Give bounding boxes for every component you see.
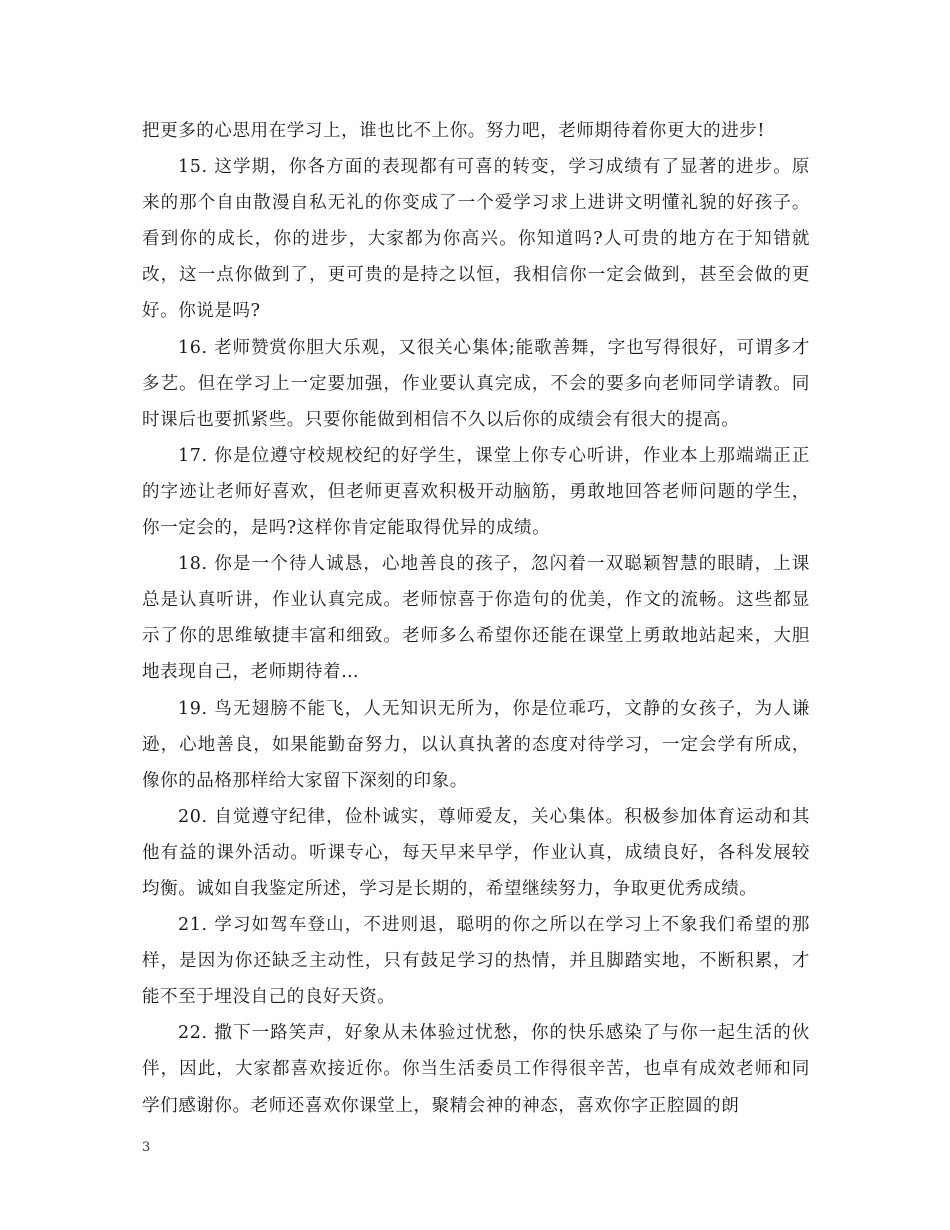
paragraph-16: 16. 老师赞赏你胆大乐观，又很关心集体;能歌善舞，字也写得很好，可谓多才多艺。但在学习上一定要加强，作业要认真完成，不会的要多向老师同学请教。同时课后也要抓紧些。只要你能做到相信不久以后你的成绩会有很大的提高。 bbox=[142, 337, 810, 430]
paragraph-17: 17. 你是位遵守校规校纪的好学生，课堂上你专心听讲，作业本上那端端正正的字迹让老师好喜欢，但老师更喜欢积极开动脑筋，勇敢地回答老师问题的学生，你一定会的，是吗?这样你肯定能取得优异的成绩。 bbox=[142, 445, 810, 539]
paragraph-21: 21. 学习如驾车登山，不进则退，聪明的你之所以在学习上不象我们希望的那样，是因为你还缺乏主动性，只有鼓足学习的热情，并且脚踏实地，不断积累，才能不至于埋没自己的良好天资。 bbox=[142, 915, 810, 1008]
paragraph-19: 19. 鸟无翅膀不能飞，人无知识无所为，你是位乖巧，文静的女孩子，为人谦逊，心地善良，如果能勤奋努力，以认真执著的态度对待学习，一定会学有所成，像你的品格那样给大家留下深刻的印象。 bbox=[142, 698, 810, 791]
paragraph-18: 18. 你是一个待人诚恳，心地善良的孩子，忽闪着一双聪颖智慧的眼睛，上课总是认真听讲，作业认真完成。老师惊喜于你造句的优美，作文的流畅。这些都显示了你的思维敏捷丰富和细致。老师多么希望你还能在课堂上勇敢地站起来，大胆地表现自己，老师期待着… bbox=[142, 554, 810, 683]
body-text bbox=[142, 113, 810, 1124]
paragraph-15: 15. 这学期，你各方面的表现都有可喜的转变，学习成绩有了显著的进步。原来的那个自由散漫自私无礼的你变成了一个爱学习求上进讲文明懂礼貌的好孩子。看到你的成长，你的进步，大家都为你高兴。你知道吗?人可贵的地方在于知错就改，这一点你做到了，更可贵的是持之以恒，我相信你一定会做到，甚至会做的更好。你说是吗? bbox=[142, 157, 810, 322]
paragraph-20: 20. 自觉遵守纪律，俭朴诚实，尊师爱友，关心集体。积极参加体育运动和其他有益的课外活动。听课专心，每天早来早学，作业认真，成绩良好，各科发展较均衡。诚如自我鉴定所述，学习是长期的，希望继续努力，争取更优秀成绩。 bbox=[142, 806, 810, 899]
page-number: 3 bbox=[142, 1140, 151, 1155]
paragraph-22: 22. 撒下一路笑声，好象从未体验过忧愁，你的快乐感染了与你一起生活的伙伴，因此，大家都喜欢接近你。你当生活委员工作得很辛苦，也卓有成效老师和同学们感谢你。老师还喜欢你课堂上，聚精会神的神态，喜欢你字正腔圆的朗 bbox=[142, 1023, 810, 1116]
paragraph: 把更多的心思用在学习上，谁也比不上你。努力吧，老师期待着你更大的进步! bbox=[142, 121, 766, 141]
